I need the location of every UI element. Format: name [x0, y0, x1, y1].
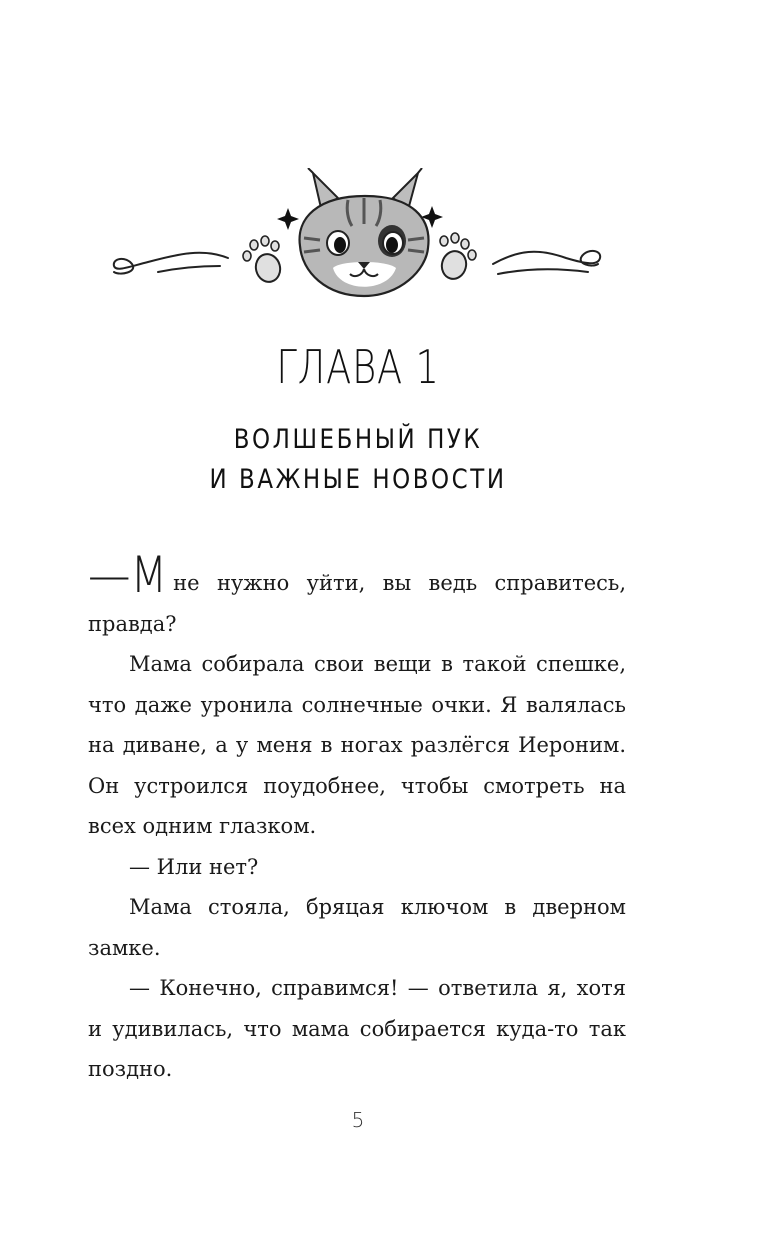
- page-number: 5: [351, 1108, 365, 1132]
- left-star-icon: [277, 208, 299, 230]
- cat-ornament: [108, 168, 608, 303]
- chapter-body: [88, 546, 626, 1090]
- paragraph-2: Мама собирала свои вещи в такой спешке, что даже уронила солнечные очки. Я валялась на диване, а у меня в ногах разлёгся Иероним. Он устроился поудобнее, чтобы смотреть на всех одним глазком.: [88, 652, 626, 838]
- paragraph-3: — Или нет?: [129, 854, 259, 879]
- chapter-title-line-2: И ВАЖНЫЕ НОВОСТИ: [209, 464, 507, 495]
- paragraph-1: [88, 546, 626, 644]
- right-swirl-icon: [493, 251, 600, 274]
- chapter-title-line-1: ВОЛШЕБНЫЙ ПУК: [233, 424, 483, 455]
- chapter-number: ГЛАВА 1: [276, 340, 440, 394]
- drop-cap: —М: [88, 546, 168, 604]
- paragraph-4: Мама стояла, бряцая ключом в дверном замке.: [88, 895, 626, 960]
- paragraph-1-text: не нужно уйти, вы ведь справитесь, правда?: [88, 571, 626, 636]
- right-paw-print-icon: [439, 233, 476, 282]
- left-paw-print-icon: [243, 236, 283, 285]
- paragraph-5: — Конечно, справимся! — ответила я, хотя и удивилась, что мама собирается куда-то так поздно.: [88, 976, 626, 1081]
- left-swirl-icon: [114, 253, 228, 274]
- cat-face-icon: [300, 168, 429, 296]
